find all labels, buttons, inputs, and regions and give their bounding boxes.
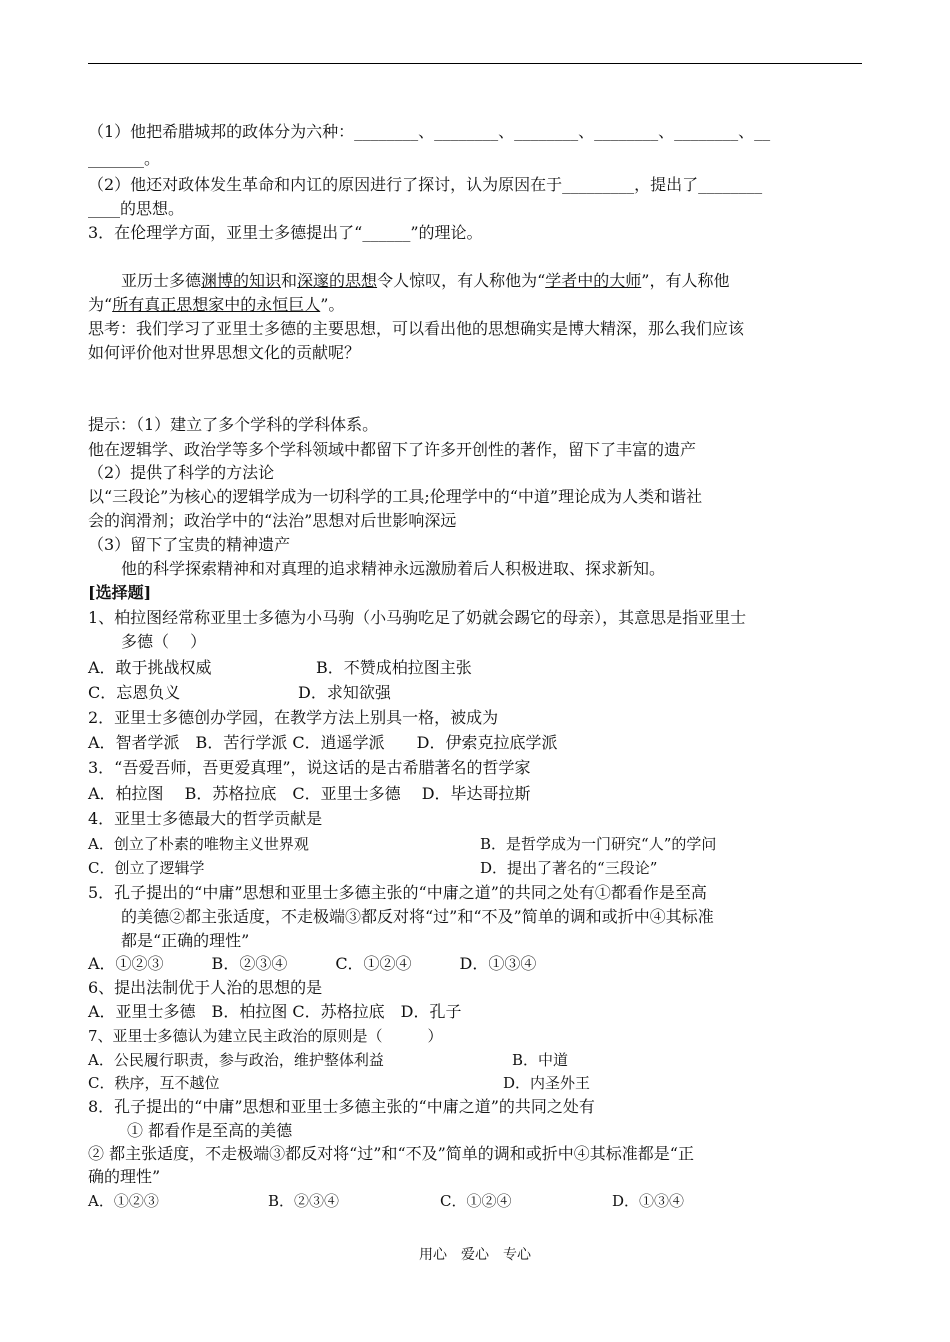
- header-rule: [88, 63, 862, 64]
- question-8-cont: 确的理性”: [88, 1167, 161, 1186]
- section-title: [选择题]: [88, 583, 152, 602]
- q1-option-a: A．敢于挑战权威: [88, 658, 212, 677]
- question-3: 3．“吾爱吾师，吾更爱真理”，说这话的是古希腊著名的哲学家: [88, 758, 531, 777]
- praise-underline: 学者中的大师: [545, 271, 642, 290]
- q4-option-a: A．创立了朴素的唯物主义世界观: [88, 835, 309, 853]
- hint-line: （2）提供了科学的方法论: [88, 463, 275, 482]
- q8-option-a: A．①②③: [88, 1192, 159, 1210]
- question-8: 8．孔子提出的“中庸”思想和亚里士多德主张的“中庸之道”的共同之处有: [88, 1097, 595, 1116]
- hint-line: （3）留下了宝贵的精神遗产: [88, 535, 291, 554]
- q3-options: A．柏拉图 B．苏格拉底 C．亚里士多德 D．毕达哥拉斯: [88, 784, 531, 803]
- q8-option-c: C．①②④: [440, 1192, 512, 1210]
- fill-q3: 3．在伦理学方面，亚里士多德提出了“______”的理论。: [88, 223, 483, 242]
- q4-option-d: D．提出了著名的“三段论”: [480, 859, 658, 877]
- question-7: 7、亚里士多德认为建立民主政治的原则是（ ）: [88, 1027, 443, 1045]
- q8-option-d: D．①③④: [612, 1192, 685, 1210]
- question-6: 6、提出法制优于人治的思想的是: [88, 978, 323, 997]
- question-5-cont: 都是“正确的理性”: [121, 931, 250, 950]
- fill-q1-line1: （1）他把希腊城邦的政体分为六种：________、________、________、________、________、__: [88, 122, 771, 141]
- praise-line1: [121, 270, 729, 292]
- q7-option-b: B．中道: [512, 1051, 569, 1069]
- praise-text: 令人惊叹，有人称他为“: [377, 271, 546, 290]
- praise-text: 亚历士多德: [121, 271, 202, 290]
- q1-option-d: D．求知欲强: [298, 683, 391, 702]
- think-line2: 如何评价他对世界思想文化的贡献呢？: [88, 343, 361, 362]
- q4-option-b: B．是哲学成为一门研究“人”的学问: [480, 835, 717, 853]
- q5-options: A．①②③ B．②③④ C．①②④ D．①③④: [88, 954, 537, 973]
- hint-line: 会的润滑剂；政治学中的“法治”思想对后世影响深远: [88, 511, 457, 530]
- question-4: 4．亚里士多德最大的哲学贡献是: [88, 809, 323, 828]
- question-5: 5．孔子提出的“中庸”思想和亚里士多德主张的“中庸之道”的共同之处有①都看作是至高: [88, 883, 707, 902]
- q1-option-b: B．不赞成柏拉图主张: [316, 658, 472, 677]
- praise-underline: 渊博的知识: [201, 271, 282, 290]
- page-footer: 用心 爱心 专心: [419, 1247, 531, 1263]
- question-1: 1、柏拉图经常称亚里士多德为小马驹（小马驹吃足了奶就会踢它的母亲），其意思是指亚里士: [88, 608, 747, 627]
- q2-options: A．智者学派 B．苦行学派 C．逍遥学派 D．伊索克拉底学派: [88, 733, 558, 752]
- hint-line: 他的科学探索精神和对真理的追求精神永远激励着后人积极进取、探求新知。: [121, 559, 666, 578]
- hint-line: 以“三段论”为核心的逻辑学成为一切科学的工具;伦理学中的“中道”理论成为人类和谐社: [88, 487, 703, 506]
- fill-q2-line2: ____的思想。: [88, 199, 185, 218]
- hint-line: 他在逻辑学、政治学等多个学科领域中都留下了许多开创性的著作，留下了丰富的遗产: [88, 440, 697, 459]
- q1-option-c: C．忘恩负义: [88, 683, 181, 702]
- q7-option-a: A．公民履行职责，参与政治，维护整体利益: [88, 1051, 384, 1069]
- praise-text: ”，有人称他: [641, 271, 730, 290]
- praise-text: 为“: [88, 295, 113, 314]
- question-2: 2．亚里士多德创办学园，在教学方法上别具一格，被成为: [88, 708, 499, 727]
- q7-option-c: C．秩序，互不越位: [88, 1074, 220, 1092]
- q4-option-c: C．创立了逻辑学: [88, 859, 205, 877]
- praise-line2: [88, 294, 344, 316]
- fill-q1-line2: _______。: [88, 149, 161, 168]
- think-line1: 思考：我们学习了亚里士多德的主要思想，可以看出他的思想确实是博大精深，那么我们应该: [88, 319, 745, 338]
- praise-text: ”。: [320, 295, 345, 314]
- praise-underline: 深邃的思想: [297, 271, 378, 290]
- question-1-cont: 多德（ ）: [121, 632, 207, 651]
- q6-options: A．亚里士多德 B．柏拉图 C．苏格拉底 D．孔子: [88, 1002, 462, 1021]
- q8-option-b: B．②③④: [268, 1192, 340, 1210]
- question-5-cont: 的美德②都主张适度，不走极端③都反对将“过”和“不及”简单的调和或折中④其标准: [121, 907, 714, 926]
- fill-q2-line1: （2）他还对政体发生革命和内讧的原因进行了探讨，认为原因在于_________，提出了________: [88, 175, 763, 194]
- question-8-cont: ① 都看作是至高的美德: [127, 1121, 293, 1140]
- praise-text: 和: [281, 271, 298, 290]
- hint-line: 提示：（1）建立了多个学科的学科体系。: [88, 415, 379, 434]
- q7-option-d: D．内圣外王: [503, 1074, 591, 1092]
- question-8-cont: ② 都主张适度，不走极端③都反对将“过”和“不及”简单的调和或折中④其标准都是“正: [88, 1144, 694, 1163]
- praise-underline: 所有真正思想家中的永恒巨人: [112, 295, 321, 314]
